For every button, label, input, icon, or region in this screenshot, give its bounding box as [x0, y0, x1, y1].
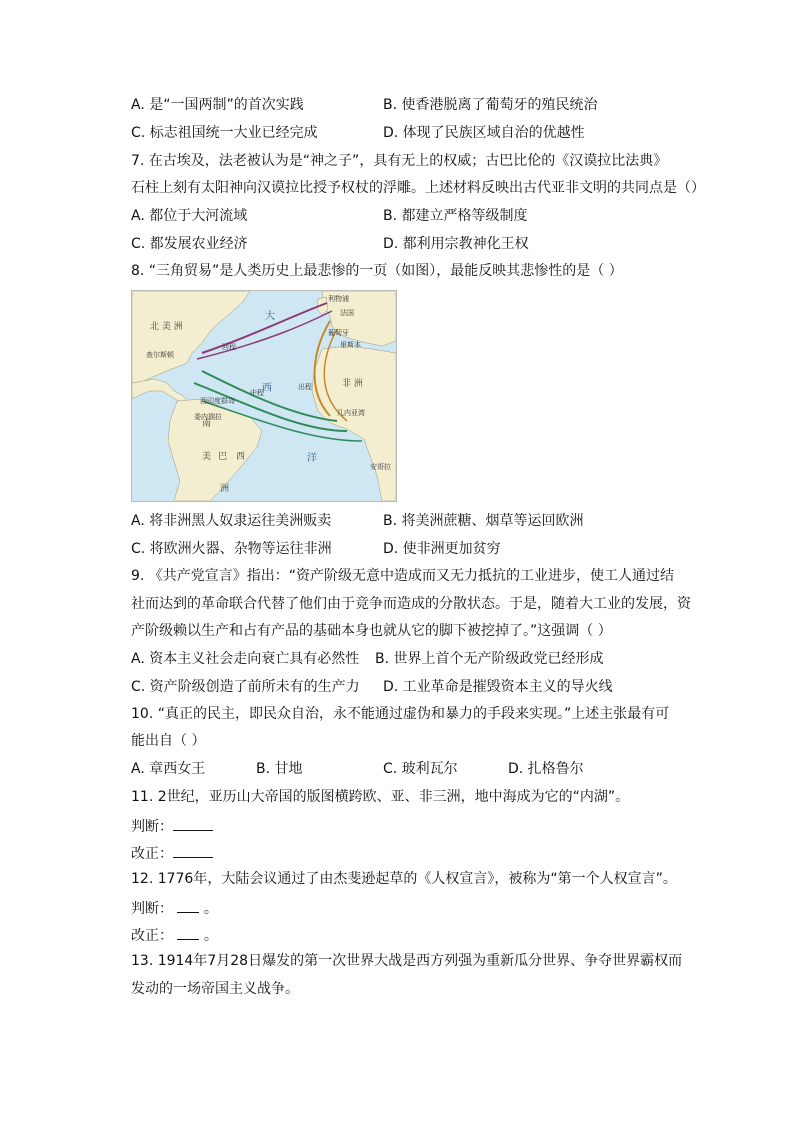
q8-option-a: A. 将非洲黑人奴隶运往美洲贩卖 [131, 513, 332, 529]
label-south-america-zhou: 洲 [220, 484, 230, 494]
q12-judge-label: 判断： [131, 901, 173, 917]
label-ocean-xi: 西 [262, 383, 272, 394]
q9-stem-line2: 社而达到的革命联合代替了他们由于竞争而造成的分散状态。于是，随着大工业的发展，资 [131, 596, 691, 612]
label-france: 法国 [340, 309, 354, 317]
q11-correct-label: 改正： [131, 846, 173, 862]
q7-option-c: C. 都发展农业经济 [131, 236, 248, 252]
q9-stem-line1: 9. 《共产党宣言》指出：“资产阶级无意中造成而又无力抵抗的工业进步，使工人通过结 [131, 568, 675, 584]
label-south-america-ba: 巴 [218, 452, 228, 462]
label-africa: 非 洲 [342, 379, 363, 389]
label-charleston: 查尔斯顿 [146, 351, 174, 359]
label-ocean-da: 大 [265, 311, 275, 322]
label-lisbon: 里斯本 [340, 341, 361, 349]
q7-stem-line1: 7. 在古埃及，法老被认为是“神之子”，具有无上的权威；古巴比伦的《汉谟拉比法典》 [131, 153, 668, 169]
q10-option-b: B. 甘地 [256, 761, 303, 777]
q11-judge-row [131, 816, 213, 836]
q9-stem-line3: 产阶级赖以生产和占有产品的基础本身也就从它的脚下被挖掉了。”这强调（ ） [131, 623, 612, 639]
q12-stem: 12. 1776年，大陆会议通过了由杰斐逊起草的《人权宣言》，被称为“第一个人权宣言”。 [131, 871, 677, 887]
q9-option-b: B. 世界上首个无产阶级政党已经形成 [375, 651, 604, 667]
q10-option-c: C. 玻利瓦尔 [383, 761, 458, 777]
q12-judge-blank[interactable] [177, 898, 199, 913]
triangle-trade-map [131, 290, 397, 502]
triangle-trade-map-svg [132, 291, 396, 501]
q8-option-b: B. 将美洲蔗糖、烟草等运回欧洲 [383, 513, 584, 529]
q6-option-a: A. 是“一国两制”的首次实践 [131, 97, 304, 113]
q7-stem-line2: 石柱上刻有太阳神向汉谟拉比授予权杖的浮雕。上述材料反映出古代亚非文明的共同点是（） [131, 180, 705, 196]
q12-judge-row [131, 898, 218, 918]
q11-judge-label: 判断： [131, 819, 173, 835]
q10-option-d: D. 扎格鲁尔 [508, 761, 584, 777]
q8-stem: 8. “三角贸易”是人类历史上最悲惨的一页（如图），最能反映其悲惨性的是（ ） [131, 263, 623, 279]
label-return-route: 回程 [222, 343, 236, 351]
label-guinea: 几内亚湾 [337, 409, 365, 417]
q6-option-b: B. 使香港脱离了葡萄牙的殖民统治 [383, 97, 598, 113]
q8-option-d: D. 使非洲更加贫穷 [383, 541, 501, 557]
q12-correct-end: 。 [203, 928, 218, 944]
q11-correct-blank[interactable] [173, 843, 213, 858]
label-south-america-xi: 西 [236, 452, 246, 462]
label-outbound-route: 出程 [298, 383, 312, 391]
label-ocean-yang: 洋 [307, 453, 317, 464]
q10-option-a: A. 章西女王 [131, 761, 206, 777]
q7-option-d: D. 都利用宗教神化王权 [383, 236, 529, 252]
label-liverpool: 利物浦 [328, 295, 349, 303]
q13-stem-line2: 发动的一场帝国主义战争。 [131, 981, 299, 997]
q7-option-b: B. 都建立严格等级制度 [383, 208, 528, 224]
q11-judge-blank[interactable] [173, 816, 213, 831]
label-portugal: 葡萄牙 [328, 329, 349, 337]
label-west-indies: 西印度群岛 [200, 397, 235, 405]
q9-option-c: C. 资产阶级创造了前所未有的生产力 [131, 679, 360, 695]
q9-option-d: D. 工业革命是摧毁资本主义的导火线 [383, 679, 613, 695]
label-venezuela: 委内瑞拉 [194, 413, 222, 421]
q12-correct-row [131, 925, 218, 945]
label-angola: 安哥拉 [370, 463, 391, 471]
q11-correct-row [131, 843, 213, 863]
q8-option-c: C. 将欧洲火器、杂物等运往非洲 [131, 541, 332, 557]
label-north-america: 北 美 洲 [150, 322, 183, 332]
q6-option-c: C. 标志祖国统一大业已经完成 [131, 125, 318, 141]
label-south-america-mei: 美 [202, 452, 212, 462]
label-middle-route: 中程 [250, 389, 264, 397]
q12-correct-label: 改正： [131, 928, 173, 944]
q7-option-a: A. 都位于大河流域 [131, 208, 248, 224]
q12-judge-end: 。 [203, 901, 218, 917]
label-south-america-nan: 南 [202, 419, 212, 429]
q12-correct-blank[interactable] [177, 925, 199, 940]
q13-stem-line1: 13. 1914年7月28日爆发的第一次世界大战是西方列强为重新瓜分世界、争夺世界霸权而 [131, 953, 683, 969]
q6-option-d: D. 体现了民族区域自治的优越性 [383, 125, 585, 141]
q10-stem-line2: 能出自（ ） [131, 733, 206, 749]
q9-option-a: A. 资本主义社会走向衰亡具有必然性 [131, 651, 360, 667]
q10-stem-line1: 10. “真正的民主，即民众自治，永不能通过虚伪和暴力的手段来实现。”上述主张最有可 [131, 706, 670, 722]
q11-stem: 11. 2世纪，亚历山大帝国的版图横跨欧、亚、非三洲，地中海成为它的“内湖”。 [131, 789, 630, 805]
